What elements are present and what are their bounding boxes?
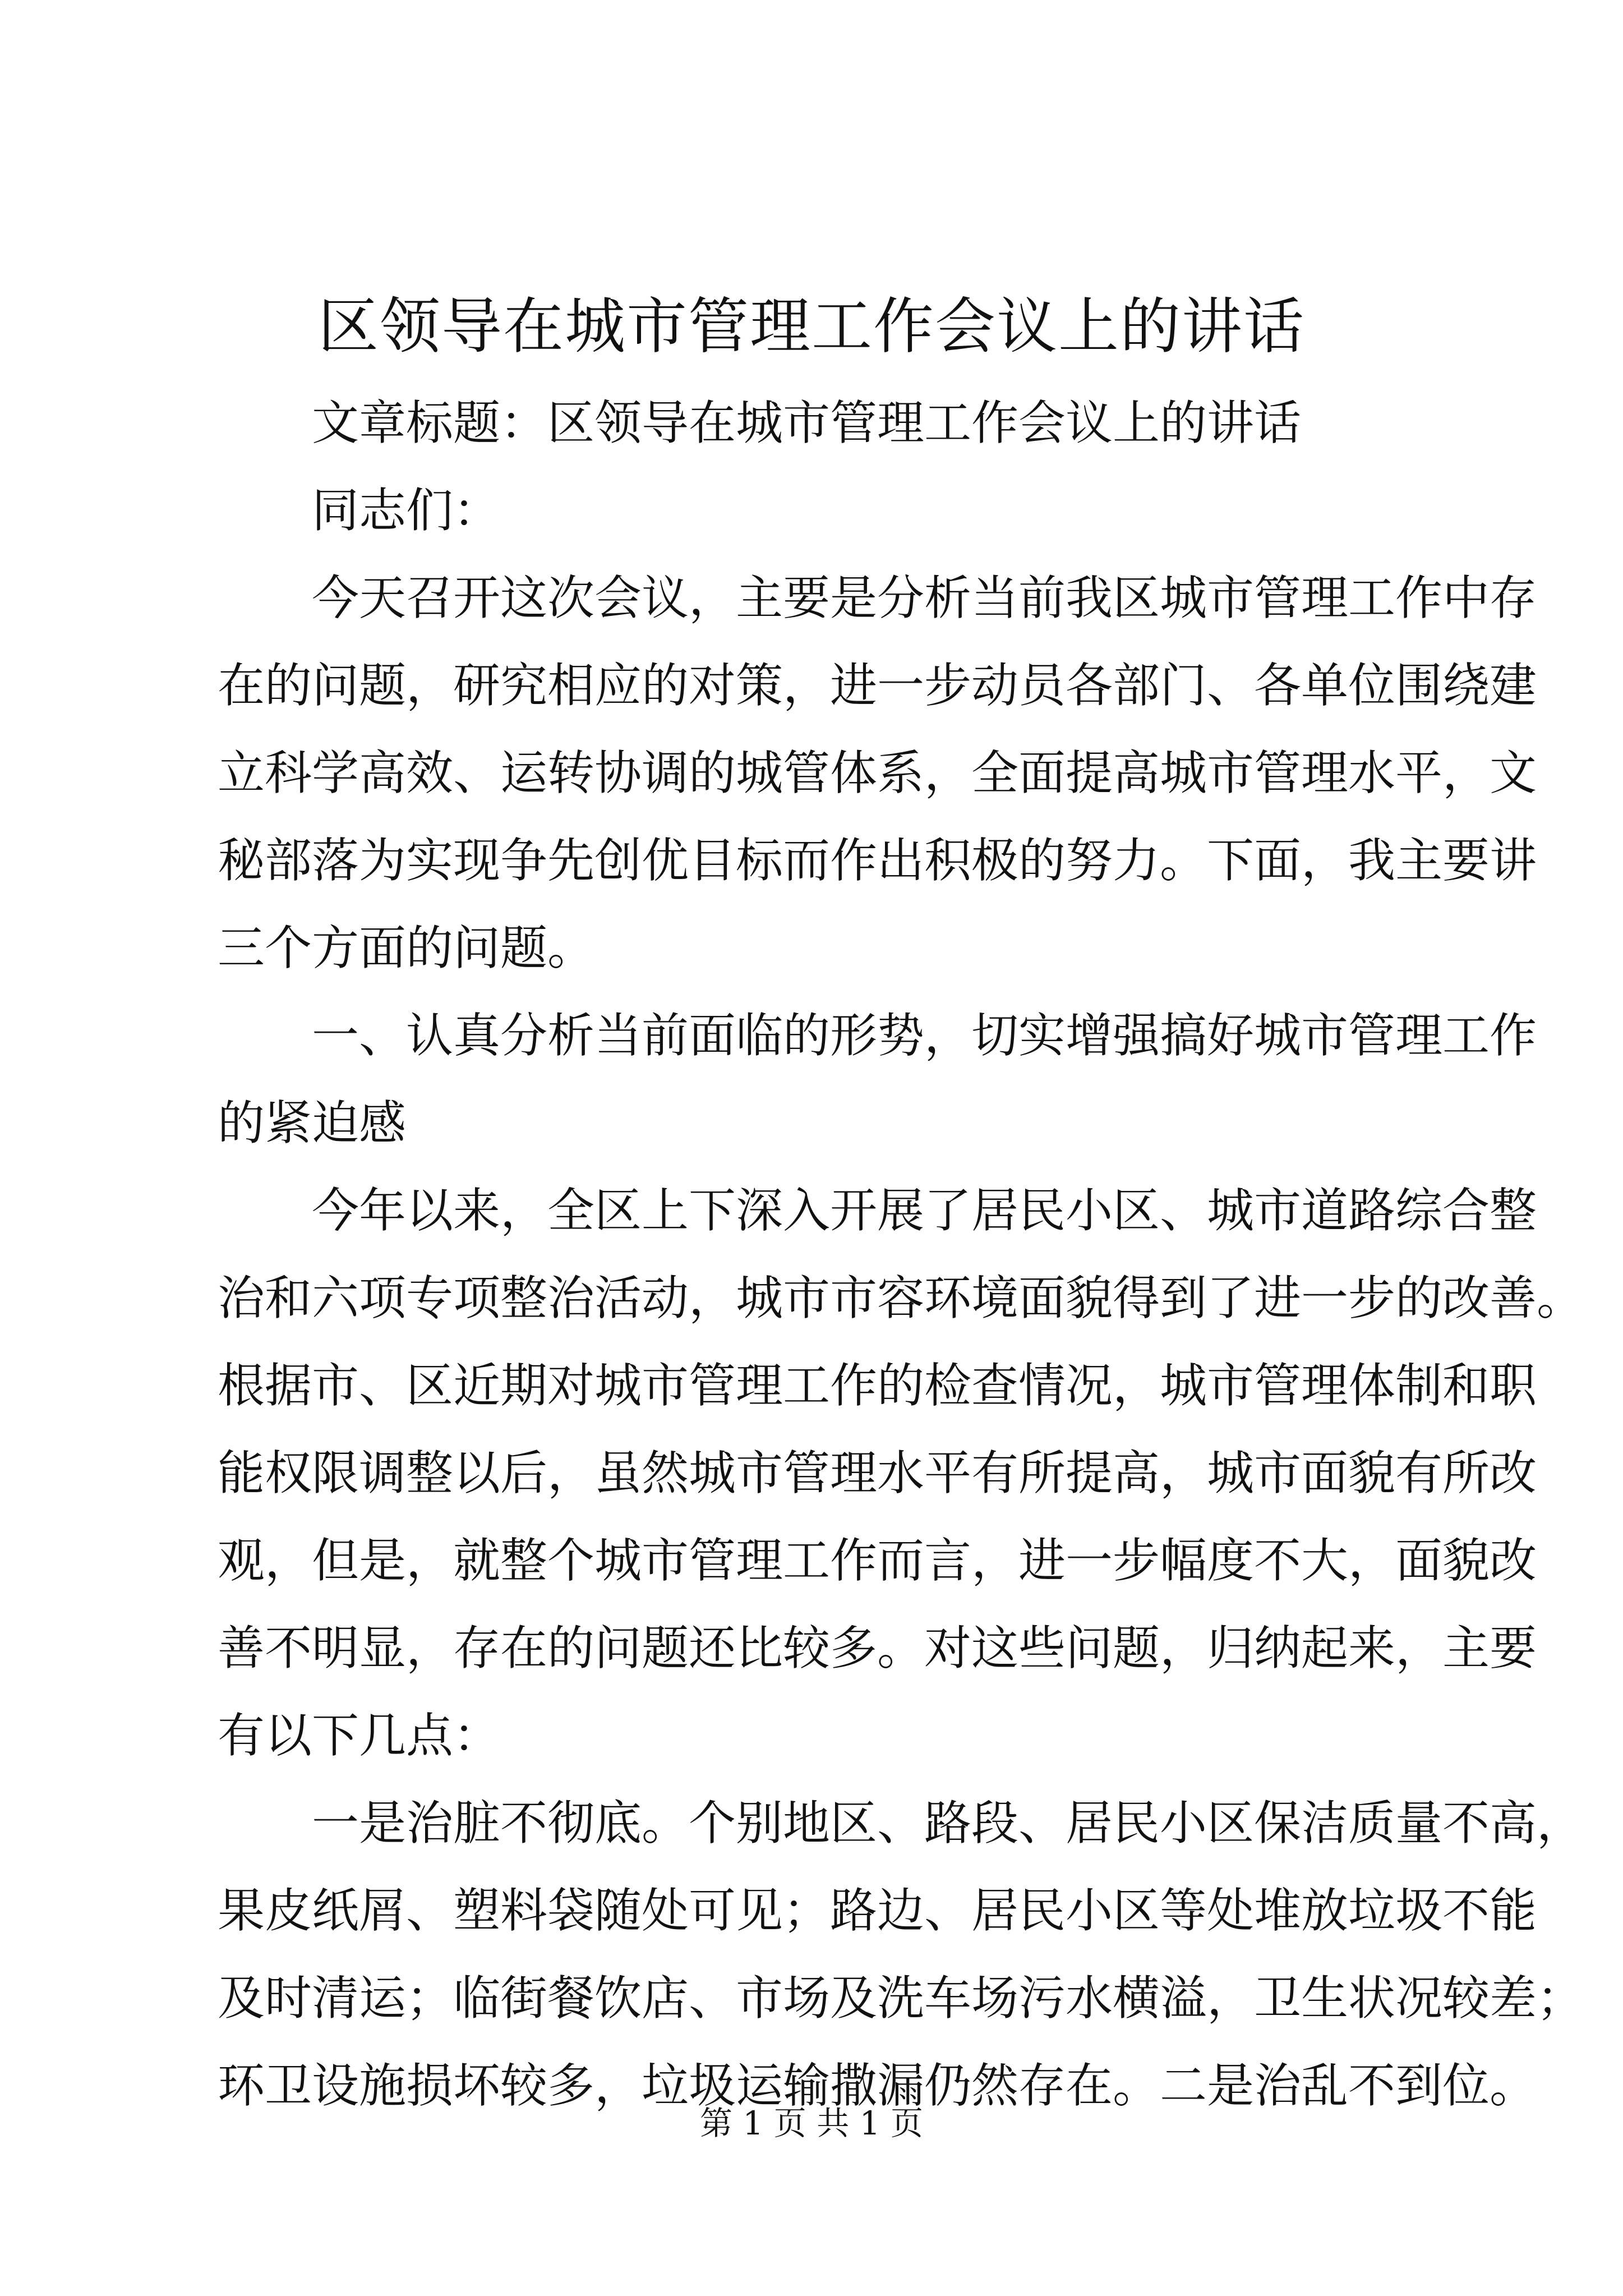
paragraph-line: 根据市、区近期对城市管理工作的检查情况，城市管理体制和职 [218, 1358, 1537, 1413]
paragraph-line: 环卫设施损坏较多，垃圾运输撒漏仍然存在。二是治乱不到位。 [218, 2058, 1537, 2113]
paragraph-line: 果皮纸屑、塑料袋随处可见；路边、居民小区等处堆放垃圾不能 [218, 1883, 1537, 1938]
document-body [218, 379, 1584, 2129]
section-heading-line: 的紧迫感 [218, 1096, 407, 1151]
paragraph-line: 一是治脏不彻底。个别地区、路段、居民小区保洁质量不高， [312, 1796, 1584, 1851]
paragraph-line: 今年以来，全区上下深入开展了居民小区、城市道路综合整 [312, 1183, 1537, 1238]
paragraph-line: 善不明显，存在的问题还比较多。对这些问题，归纳起来，主要 [218, 1621, 1537, 1676]
paragraph-line: 治和六项专项整治活动，城市市容环境面貌得到了进一步的改善。 [218, 1271, 1584, 1326]
paragraph-line: 三个方面的问题。 [218, 921, 595, 976]
paragraph-line: 在的问题，研究相应的对策，进一步动员各部门、各单位围绕建 [218, 658, 1537, 713]
paragraph-line: 及时清运；临街餐饮店、市场及洗车场污水横溢，卫生状况较差； [218, 1971, 1584, 2026]
paragraph-line: 能权限调整以后，虽然城市管理水平有所提高，城市面貌有所改 [218, 1446, 1537, 1501]
paragraph-line: 秘部落为实现争先创优目标而作出积极的努力。下面，我主要讲 [218, 833, 1537, 888]
paragraph-line: 今天召开这次会议，主要是分析当前我区城市管理工作中存 [312, 570, 1537, 625]
section-heading-line: 一、认真分析当前面临的形势，切实增强搞好城市管理工作 [312, 1008, 1537, 1063]
salutation-line: 同志们： [312, 483, 501, 538]
paragraph-line: 立科学高效、运转协调的城管体系，全面提高城市管理水平，文 [218, 746, 1537, 800]
document-title: 区领导在城市管理工作会议上的讲话 [317, 292, 1305, 362]
paragraph-line: 有以下几点： [218, 1708, 501, 1763]
article-title-line: 文章标题：区领导在城市管理工作会议上的讲话 [312, 395, 1302, 450]
page-footer: 第 1 页 共 1 页 [700, 2104, 923, 2142]
paragraph-line: 观，但是，就整个城市管理工作而言，进一步幅度不大，面貌改 [218, 1533, 1537, 1588]
